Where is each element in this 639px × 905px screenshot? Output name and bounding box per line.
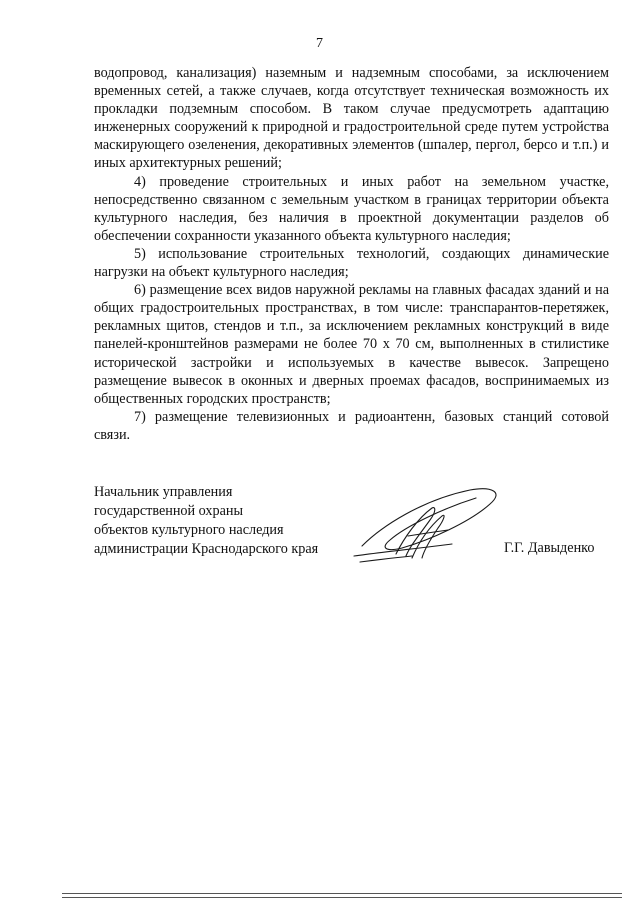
signatory-title-line: Начальник управления xyxy=(94,484,233,500)
paragraph-item-4: 4) проведение строительных и иных работ на земельном участке, непосредственно связанном с земельным участком в границах территории объекта культурного наследия, без наличия в проектной документации разделов об обеспечении сохранности указанного объекта культурного наследия; xyxy=(94,173,609,244)
signatory-title-line: государственной охраны xyxy=(94,503,244,519)
signatory-title-line: администрации Краснодарского края xyxy=(94,541,319,557)
paragraph-item-6: 6) размещение всех видов наружной рекламы на главных фасадах зданий и на общих градостроительных пространствах, в том числе: транспарантов-перетяжек, рекламных щитов, стендов и т.п., за исключением рекламных конструкций в виде панелей-кронштейнов размерами не более 70 х 70 см, выполненных в стилистике исторической застройки и используемых в качестве вывесок. Запрещено размещение вывесок в оконных и дверных проемах фасадов, воспринимаемых из общественных городских пространств; xyxy=(94,282,609,407)
paragraph-item-7: 7) размещение телевизионных и радиоантенн, базовых станций сотовой связи. xyxy=(94,408,609,443)
paragraph-continuation: водопровод, канализация) наземным и надземным способами, за исключением временных сетей, а также случаев, когда отсутствует техническая возможность их прокладки подземным способом. В таком случае предусмотреть адаптацию инженерных сооружений к природной и градостроительной среде путем устройства маскирующего озеленения, декоративных элементов (шпалер, пергол, берсо и т.п.) и иных архитектурных решений; xyxy=(94,65,609,172)
signatory-name: Г.Г. Давыденко xyxy=(504,540,595,556)
handwritten-signature xyxy=(352,478,502,568)
footer-divider xyxy=(62,897,622,898)
page-number: 7 xyxy=(316,36,323,51)
signatory-title-line: объектов культурного наследия xyxy=(94,522,284,538)
document-body xyxy=(94,64,609,444)
signatory-title xyxy=(94,483,318,559)
paragraph-item-5: 5) использование строительных технологий, создающих динамические нагрузки на объект культурного наследия; xyxy=(94,245,609,281)
footer-divider xyxy=(62,893,622,894)
